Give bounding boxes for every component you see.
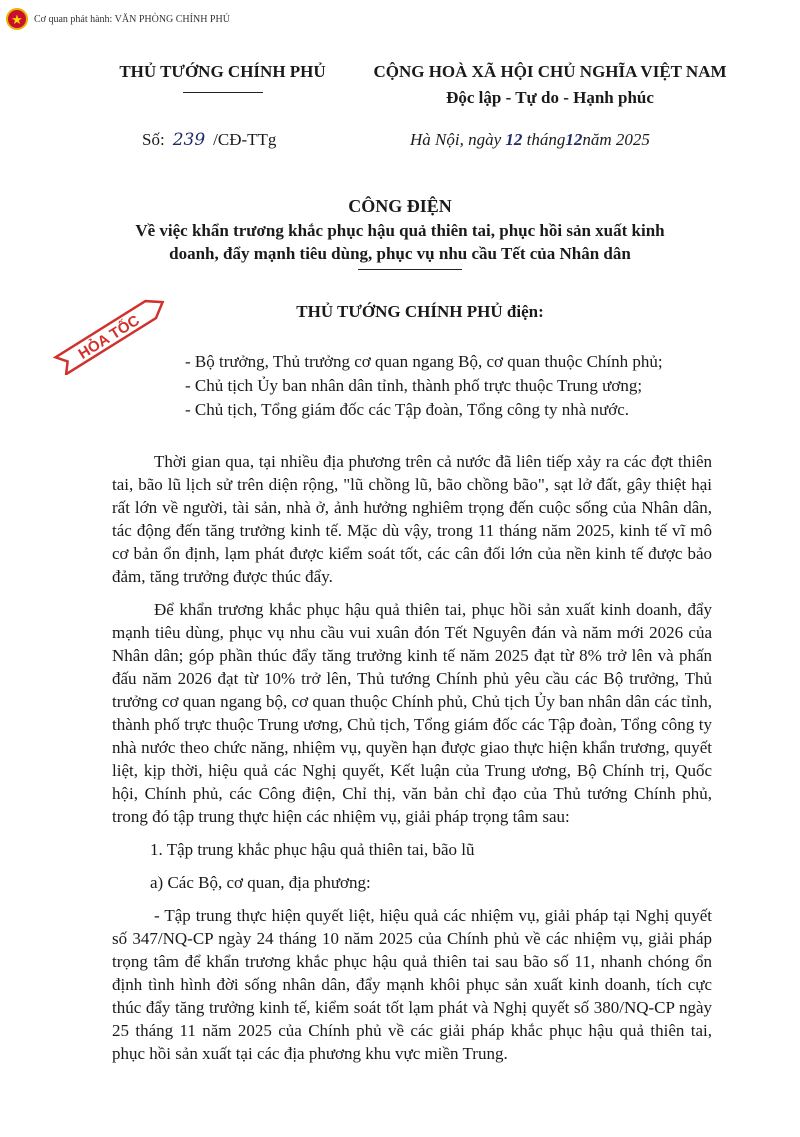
handwritten-month: 12: [565, 130, 583, 149]
issuing-authority: [100, 62, 345, 93]
year-text: năm 2025: [582, 130, 650, 149]
subject-underline: [358, 269, 462, 270]
handwritten-number: 239: [172, 130, 206, 150]
place-date: [410, 130, 650, 150]
stamp-text: HỎA TỐC: [75, 311, 143, 363]
document-header: [0, 62, 800, 122]
number-suffix: /CĐ-TTg: [213, 130, 277, 149]
document-type: CÔNG ĐIỆN: [348, 196, 452, 216]
national-motto: Độc lập - Tự do - Hạnh phúc: [446, 88, 654, 107]
month-label: tháng: [526, 130, 566, 149]
national-emblem-icon: ★: [6, 8, 28, 30]
document-subject: Về việc khẩn trương khắc phục hậu quả thiên tai, phục hồi sản xuất kinh doanh, đẩy mạnh tiêu dùng, phục vụ nhu cầu Tết của Nhân dân: [135, 221, 665, 263]
document-number: [142, 130, 276, 150]
recipient-item: - Bộ trưởng, Thủ trưởng cơ quan ngang Bộ, cơ quan thuộc Chính phủ;: [185, 352, 663, 371]
issuing-authority-title: THỦ TƯỚNG CHÍNH PHỦ: [119, 62, 326, 81]
authority-underline: [183, 92, 263, 93]
date-prefix: Hà Nội, ngày: [410, 130, 502, 149]
number-prefix: Số:: [142, 130, 165, 149]
recipient-list: [185, 350, 745, 422]
recipient-item: - Chủ tịch Ủy ban nhân dân tỉnh, thành phố trực thuộc Trung ương;: [185, 376, 643, 395]
document-body: [112, 450, 712, 1075]
recipient-item: - Chủ tịch, Tổng giám đốc các Tập đoàn, Tổng công ty nhà nước.: [185, 400, 630, 419]
reference-line: [0, 130, 800, 154]
addressee-title: THỦ TƯỚNG CHÍNH PHỦ điện:: [296, 302, 544, 321]
handwritten-day: 12: [505, 130, 523, 149]
issuer-text: Cơ quan phát hành: VĂN PHÒNG CHÍNH PHỦ: [34, 13, 230, 25]
subsection-heading: a) Các Bộ, cơ quan, địa phương:: [150, 873, 371, 892]
body-paragraph: Thời gian qua, tại nhiều địa phương trên cả nước đã liên tiếp xảy ra các đợt thiên tai, bão lũ lịch sử trên diện rộng, "lũ chồng lũ, bão chồng bão", sạt lở đất, gây thiệt hại rất lớn về người, tài sản, nhà ở, ảnh hưởng nghiêm trọng đến cuộc sống của Nhân dân, tác động đến tăng trưởng kinh tế. Mặc dù vậy, trong 11 tháng năm 2025, kinh tế vĩ mô cơ bản ổn định, lạm phát được kiểm soát tốt, các cân đối lớn của nền kinh tế được bảo đảm, tăng trưởng được thúc đẩy.: [112, 452, 712, 586]
section-heading: 1. Tập trung khắc phục hậu quả thiên tai, bão lũ: [150, 840, 475, 859]
national-title: CỘNG HOÀ XÃ HỘI CHỦ NGHĨA VIỆT NAM: [373, 62, 727, 81]
issuer-bar: [6, 8, 230, 30]
body-paragraph: Để khẩn trương khắc phục hậu quả thiên tai, phục hồi sản xuất kinh doanh, đẩy mạnh tiêu dùng, phục vụ nhu cầu vui xuân đón Tết Nguyên đán và năm mới 2026 của Nhân dân; góp phần thúc đẩy tăng trưởng kinh tế năm 2025 đạt từ 8% trở lên và phấn đấu năm 2026 đạt từ 10% trở lên, Thủ tướng Chính phủ yêu cầu các Bộ trưởng, Thủ trưởng cơ quan ngang bộ, cơ quan thuộc Chính phủ, Chủ tịch Ủy ban nhân dân các tỉnh, thành phố trực thuộc Trung ương, Chủ tịch, Tổng giám đốc các Tập đoàn, Tổng công ty nhà nước theo chức năng, nhiệm vụ, quyền hạn được giao thực hiện khẩn trương, quyết liệt, kịp thời, hiệu quả các Nghị quyết, Kết luận của Trung ương, Bộ Chính trị, Quốc hội, Chính phủ, các Công điện, Chỉ thị, văn bản chỉ đạo của Thủ tướng Chính phủ, trong đó tập trung thực hiện các nhiệm vụ, giải pháp trọng tâm sau:: [112, 600, 712, 826]
national-title-block: [350, 62, 750, 108]
body-paragraph: - Tập trung thực hiện quyết liệt, hiệu quả các nhiệm vụ, giải pháp tại Nghị quyết số 347/NQ-CP ngày 24 tháng 10 năm 2025 của Chính phủ về các nhiệm vụ, giải pháp trọng tâm để khẩn trương khắc phục hậu quả thiên tai sau bão số 11, nhanh chóng ổn định tình hình đời sống nhân dân, đẩy mạnh khôi phục sản xuất kinh doanh, tích cực thúc đẩy tăng trưởng kinh tế, kiểm soát tốt lạm phát và Nghị quyết số 380/NQ-CP ngày 25 tháng 11 năm 2025 của Chính phủ về các giải pháp khắc phục hậu quả thiên tai, phục hồi sản xuất tại các địa phương khu vực miền Trung.: [112, 906, 712, 1063]
